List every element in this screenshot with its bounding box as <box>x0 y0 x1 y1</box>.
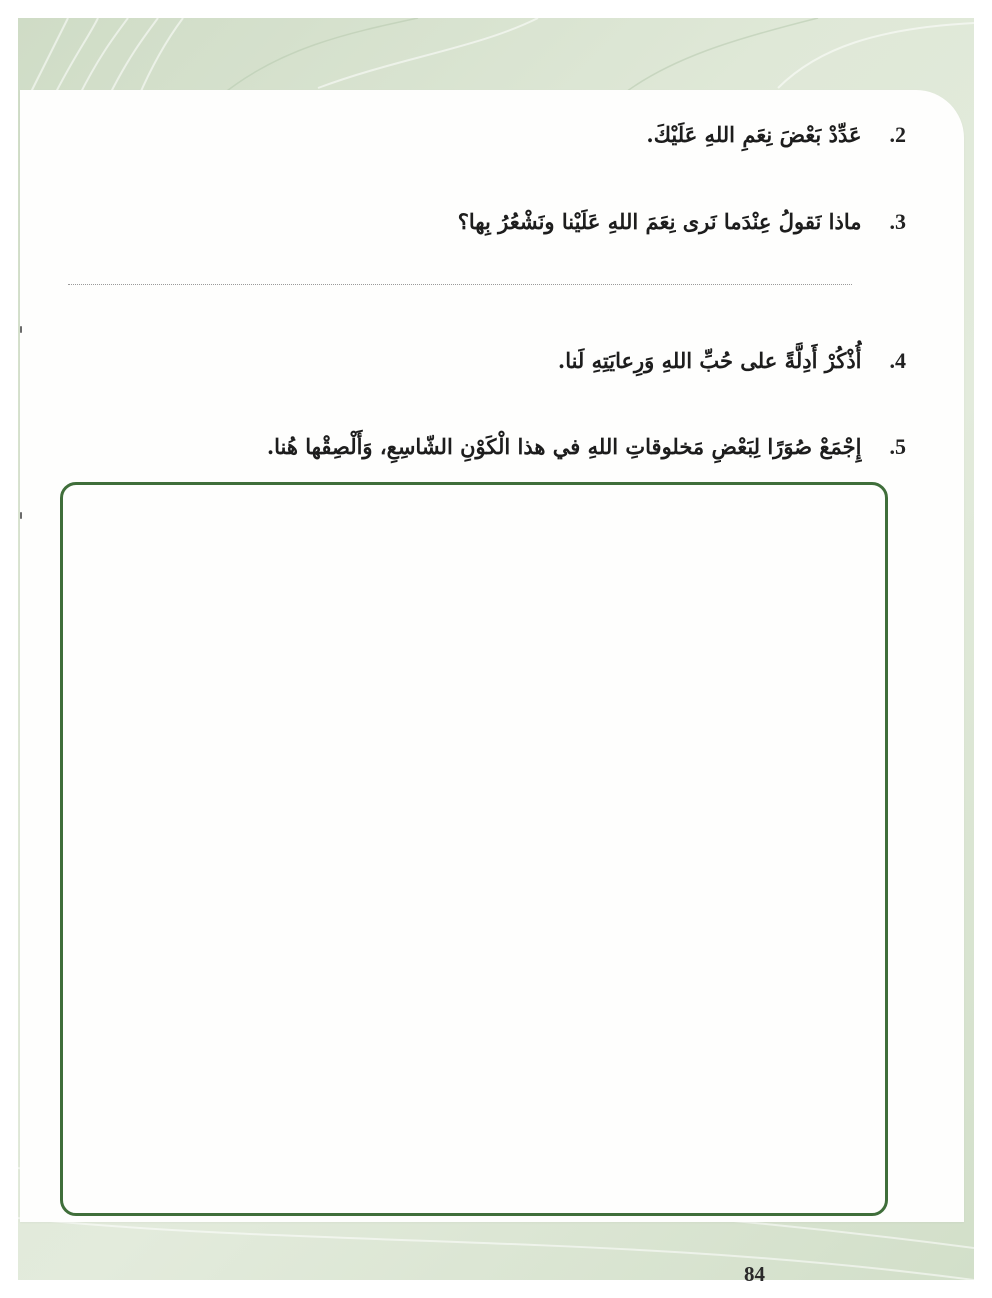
scan-speck <box>20 326 22 333</box>
question-4 <box>558 348 906 374</box>
question-2 <box>646 122 906 148</box>
question-5 <box>267 434 906 460</box>
question-text: ماذا نَقولُ عِنْدَما نَرى نِعَمَ اللهِ عَلَيْنا ونَشْعُرُ بِها؟ <box>457 209 862 234</box>
question-number: 5. <box>889 434 906 459</box>
question-text: عَدِّدْ بَعْضَ نِعَمِ اللهِ عَلَيْكَ. <box>646 122 862 147</box>
question-text: إِجْمَعْ صُوَرًا لِبَعْضِ مَخلوقاتِ اللهِ في هذا الْكَوْنِ الشّاسِعِ، وَأَلْصِقْها هُنا. <box>266 434 862 459</box>
question-number: 3. <box>889 209 906 234</box>
question-text: أُذْكُرْ أَدِلَّةً على حُبِّ اللهِ وَرِعايَتِهِ لَنا. <box>557 348 862 373</box>
question-3 <box>458 209 906 235</box>
picture-paste-box[interactable] <box>60 482 888 1216</box>
answer-line[interactable] <box>68 284 852 285</box>
scan-speck <box>20 512 22 519</box>
question-number: 4. <box>889 348 906 373</box>
question-number: 2. <box>889 122 906 147</box>
page-number: 84 <box>744 1262 765 1286</box>
